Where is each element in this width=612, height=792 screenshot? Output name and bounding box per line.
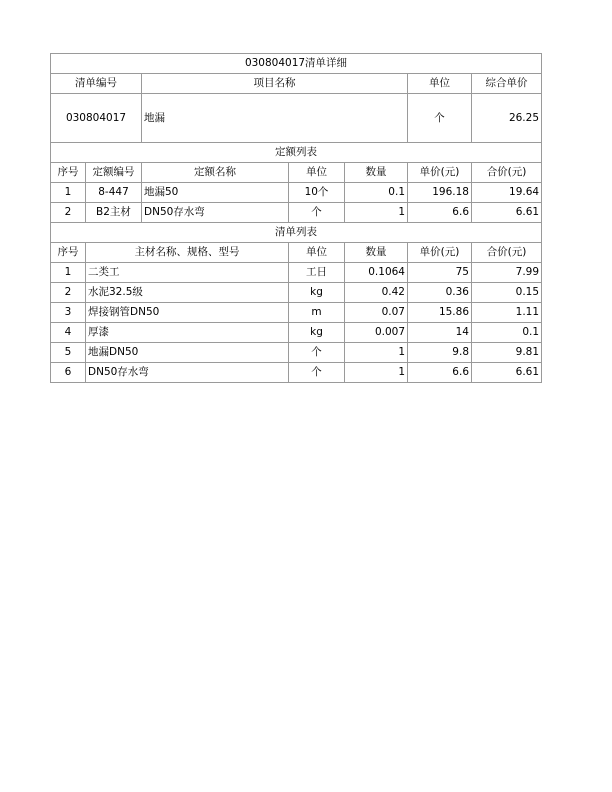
- materials-table: [50, 223, 542, 383]
- quota-unit: 个: [289, 203, 345, 223]
- table-row: [51, 323, 542, 343]
- header-unit: 单位: [408, 74, 472, 94]
- quota-header-name: 定额名称: [142, 163, 289, 183]
- material-seq: 5: [51, 343, 86, 363]
- material-price: 9.8: [408, 343, 472, 363]
- material-qty: 0.07: [345, 303, 408, 323]
- materials-header-name: 主材名称、规格、型号: [86, 243, 289, 263]
- quota-header-price: 单价(元): [408, 163, 472, 183]
- material-price: 75: [408, 263, 472, 283]
- material-seq: 6: [51, 363, 86, 383]
- materials-section-row: [51, 223, 542, 243]
- bill-summary-table: [50, 53, 542, 143]
- materials-header-row: [51, 243, 542, 263]
- quota-table: [50, 143, 542, 223]
- material-unit: m: [289, 303, 345, 323]
- material-total: 7.99: [472, 263, 542, 283]
- material-qty: 0.42: [345, 283, 408, 303]
- table-row: [51, 363, 542, 383]
- table-row: [51, 263, 542, 283]
- material-qty: 1: [345, 343, 408, 363]
- material-seq: 1: [51, 263, 86, 283]
- material-name: 焊接钢管DN50: [86, 303, 289, 323]
- bill-item-name: 地漏: [142, 94, 408, 143]
- bill-header-row: [51, 74, 542, 94]
- material-unit: 工日: [289, 263, 345, 283]
- material-name: 地漏DN50: [86, 343, 289, 363]
- table-row: [51, 303, 542, 323]
- quota-name: DN50存水弯: [142, 203, 289, 223]
- quota-header-row: [51, 163, 542, 183]
- bill-row: [51, 94, 542, 143]
- materials-header-price: 单价(元): [408, 243, 472, 263]
- quota-header-qty: 数量: [345, 163, 408, 183]
- bill-unit: 个: [408, 94, 472, 143]
- table-row: [51, 343, 542, 363]
- quota-section-title: 定额列表: [51, 143, 542, 163]
- material-seq: 3: [51, 303, 86, 323]
- header-item-name: 项目名称: [142, 74, 408, 94]
- material-seq: 4: [51, 323, 86, 343]
- material-total: 6.61: [472, 363, 542, 383]
- bill-unit-price: 26.25: [472, 94, 542, 143]
- quota-price: 196.18: [408, 183, 472, 203]
- material-total: 0.15: [472, 283, 542, 303]
- quota-unit: 10个: [289, 183, 345, 203]
- table-row: [51, 203, 542, 223]
- materials-header-qty: 数量: [345, 243, 408, 263]
- quota-header-total: 合价(元): [472, 163, 542, 183]
- bill-code: 030804017: [51, 94, 142, 143]
- page-title: 030804017清单详细: [51, 54, 542, 74]
- quota-qty: 1: [345, 203, 408, 223]
- material-name: 二类工: [86, 263, 289, 283]
- material-name: 水泥32.5级: [86, 283, 289, 303]
- material-price: 0.36: [408, 283, 472, 303]
- quota-header-seq: 序号: [51, 163, 86, 183]
- header-unit-price: 综合单价: [472, 74, 542, 94]
- materials-header-total: 合价(元): [472, 243, 542, 263]
- material-qty: 0.007: [345, 323, 408, 343]
- quota-header-unit: 单位: [289, 163, 345, 183]
- quota-seq: 2: [51, 203, 86, 223]
- material-total: 9.81: [472, 343, 542, 363]
- quota-seq: 1: [51, 183, 86, 203]
- quota-qty: 0.1: [345, 183, 408, 203]
- table-row: [51, 183, 542, 203]
- quota-section-row: [51, 143, 542, 163]
- quota-code: B2主材: [86, 203, 142, 223]
- material-total: 0.1: [472, 323, 542, 343]
- quota-total: 6.61: [472, 203, 542, 223]
- material-price: 14: [408, 323, 472, 343]
- quota-code: 8-447: [86, 183, 142, 203]
- material-name: 厚漆: [86, 323, 289, 343]
- material-unit: kg: [289, 283, 345, 303]
- quota-price: 6.6: [408, 203, 472, 223]
- material-name: DN50存水弯: [86, 363, 289, 383]
- material-qty: 1: [345, 363, 408, 383]
- materials-section-title: 清单列表: [51, 223, 542, 243]
- quota-header-code: 定额编号: [86, 163, 142, 183]
- quota-total: 19.64: [472, 183, 542, 203]
- materials-header-unit: 单位: [289, 243, 345, 263]
- quota-name: 地漏50: [142, 183, 289, 203]
- material-unit: 个: [289, 343, 345, 363]
- bill-detail-sheet: [50, 53, 541, 383]
- title-row: [51, 54, 542, 74]
- material-qty: 0.1064: [345, 263, 408, 283]
- materials-header-seq: 序号: [51, 243, 86, 263]
- material-unit: kg: [289, 323, 345, 343]
- material-price: 6.6: [408, 363, 472, 383]
- table-row: [51, 283, 542, 303]
- material-unit: 个: [289, 363, 345, 383]
- header-bill-code: 清单编号: [51, 74, 142, 94]
- material-seq: 2: [51, 283, 86, 303]
- material-price: 15.86: [408, 303, 472, 323]
- material-total: 1.11: [472, 303, 542, 323]
